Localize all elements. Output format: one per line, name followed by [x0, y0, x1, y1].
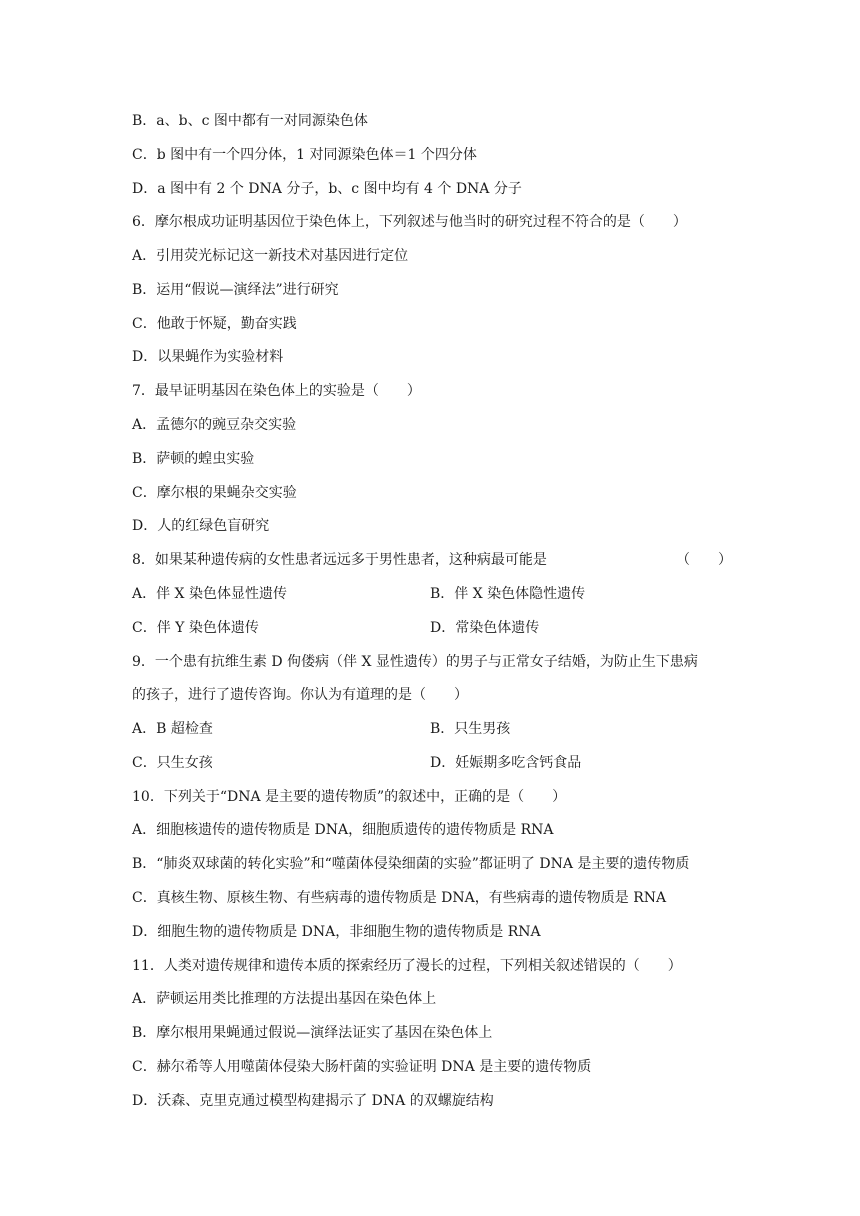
- q7-option-d: D．人的红绿色盲研究: [132, 518, 270, 534]
- q9-option-a: A．B 超检查: [132, 721, 213, 737]
- q10-option-c: C．真核生物、原核生物、有些病毒的遗传物质是 DNA，有些病毒的遗传物质是 RNA: [132, 890, 667, 906]
- q8-option-d: D．常染色体遗传: [430, 620, 540, 636]
- q8-option-c: C．伴 Y 染色体遗传: [132, 620, 259, 636]
- q11-option-c: C．赫尔希等人用噬菌体侵染大肠杆菌的实验证明 DNA 是主要的遗传物质: [132, 1059, 592, 1075]
- q7-option-c: C．摩尔根的果蝇杂交实验: [132, 485, 297, 501]
- q9-option-d: D．妊娠期多吃含钙食品: [430, 755, 582, 771]
- q10-stem: 10．下列关于“DNA 是主要的遗传物质”的叙述中，正确的是（ ）: [132, 789, 567, 805]
- q8-answer-paren: （ ）: [676, 552, 732, 568]
- q7-stem: 7．最早证明基因在染色体上的实验是（ ）: [132, 383, 421, 399]
- q10-option-a: A．细胞核遗传的遗传物质是 DNA，细胞质遗传的遗传物质是 RNA: [132, 822, 554, 838]
- q5-option-c: C．b 图中有一个四分体，1 对同源染色体＝1 个四分体: [132, 147, 477, 163]
- q11-option-d: D．沃森、克里克通过模型构建揭示了 DNA 的双螺旋结构: [132, 1093, 494, 1109]
- q11-stem: 11．人类对遗传规律和遗传本质的探索经历了漫长的过程，下列相关叙述错误的（ ）: [132, 958, 682, 974]
- q6-option-a: A．引用荧光标记这一新技术对基因进行定位: [132, 248, 409, 264]
- q9-stem-line1: 9．一个患有抗维生素 D 佝偻病（伴 X 显性遗传）的男子与正常女子结婚，为防止生下患病: [132, 654, 698, 670]
- q10-option-d: D．细胞生物的遗传物质是 DNA，非细胞生物的遗传物质是 RNA: [132, 924, 541, 940]
- q9-option-c: C．只生女孩: [132, 755, 213, 771]
- q7-option-a: A．孟德尔的豌豆杂交实验: [132, 417, 297, 433]
- q6-option-b: B．运用“假说—演绎法”进行研究: [132, 282, 339, 298]
- q5-option-d: D．a 图中有 2 个 DNA 分子，b、c 图中均有 4 个 DNA 分子: [132, 181, 522, 197]
- q9-option-b: B．只生男孩: [430, 721, 511, 737]
- q8-stem: 8．如果某种遗传病的女性患者远远多于男性患者，这种病最可能是: [132, 552, 547, 568]
- q7-option-b: B．萨顿的蝗虫实验: [132, 451, 255, 467]
- q11-option-a: A．萨顿运用类比推理的方法提出基因在染色体上: [132, 991, 437, 1007]
- q6-stem: 6．摩尔根成功证明基因位于染色体上，下列叙述与他当时的研究过程不符合的是（ ）: [132, 214, 687, 230]
- q6-option-c: C．他敢于怀疑，勤奋实践: [132, 316, 297, 332]
- q10-option-b: B．“肺炎双球菌的转化实验”和“噬菌体侵染细菌的实验”都证明了 DNA 是主要的遗传物质: [132, 856, 690, 872]
- q8-option-b: B．伴 X 染色体隐性遗传: [430, 586, 586, 602]
- q5-option-b: B．a、b、c 图中都有一对同源染色体: [132, 113, 368, 129]
- q8-option-a: A．伴 X 染色体显性遗传: [132, 586, 287, 602]
- q11-option-b: B．摩尔根用果蝇通过假说—演绎法证实了基因在染色体上: [132, 1025, 493, 1041]
- q9-stem-line2: 的孩子，进行了遗传咨询。你认为有道理的是（ ）: [132, 687, 468, 703]
- q6-option-d: D．以果蝇作为实验材料: [132, 349, 284, 365]
